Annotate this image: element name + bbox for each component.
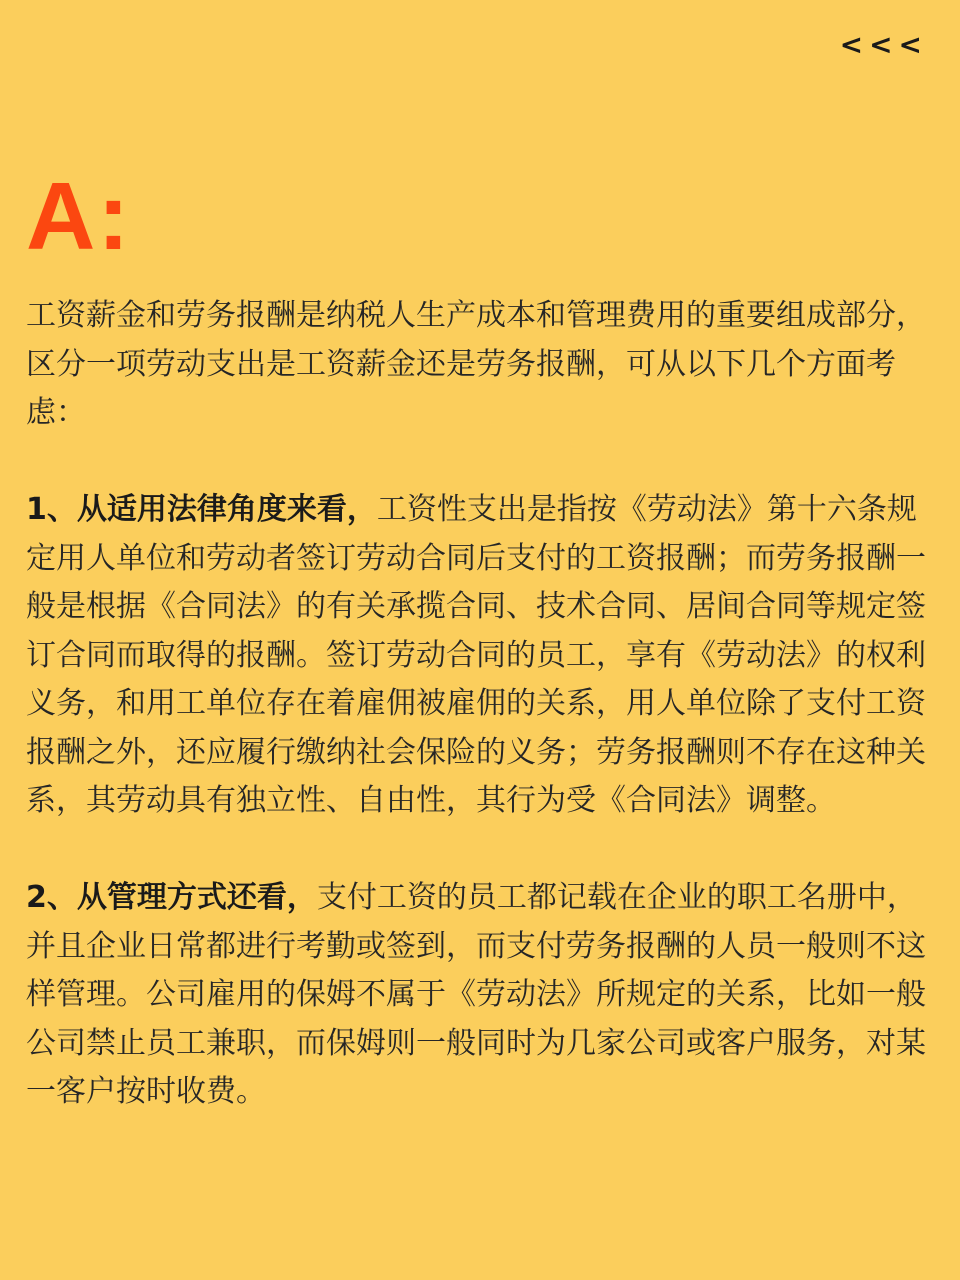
answer-body — [26, 292, 940, 1117]
point-2-body: 支付工资的员工都记载在企业的职工名册中，并且企业日常都进行考勤或签到，而支付劳务报酬的人员一般则不这样管理。公司雇用的保姆不属于《劳动法》所规定的关系，比如一般公司禁止员工兼职，而保姆则一般同时为几家公司或客户服务，对某一客户按时收费。 — [26, 880, 926, 1109]
paragraph-spacer — [26, 438, 940, 487]
nav-arrows — [840, 30, 922, 60]
chevron-left-icon: < — [898, 28, 922, 61]
point-2-lead: 2、从管理方式还看， — [26, 880, 317, 915]
chevron-left-icon: < — [839, 28, 864, 61]
answer-heading: A: — [26, 163, 132, 270]
chevron-left-icon: < — [869, 28, 893, 61]
point-1-body: 工资性支出是指按《劳动法》第十六条规定用人单位和劳动者签订劳动合同后支付的工资报酬；而劳务报酬一般是根据《合同法》的有关承揽合同、技术合同、居间合同等规定签订合同而取得的报酬。签订劳动合同的员工，享有《劳动法》的权利义务，和用工单位存在着雇佣被雇佣的关系，用人单位除了支付工资报酬之外，还应履行缴纳社会保险的义务；劳务报酬则不存在这种关系，其劳动具有独立性、自由性，其行为受《合同法》调整。 — [26, 492, 926, 818]
paragraph-spacer — [26, 826, 940, 875]
point-paragraph-2 — [26, 874, 940, 1117]
point-1-lead: 1、从适用法律角度来看， — [26, 492, 377, 527]
point-paragraph-1 — [26, 486, 940, 826]
intro-paragraph: 工资薪金和劳务报酬是纳税人生产成本和管理费用的重要组成部分，区分一项劳动支出是工资薪金还是劳务报酬，可从以下几个方面考虑： — [26, 298, 926, 430]
